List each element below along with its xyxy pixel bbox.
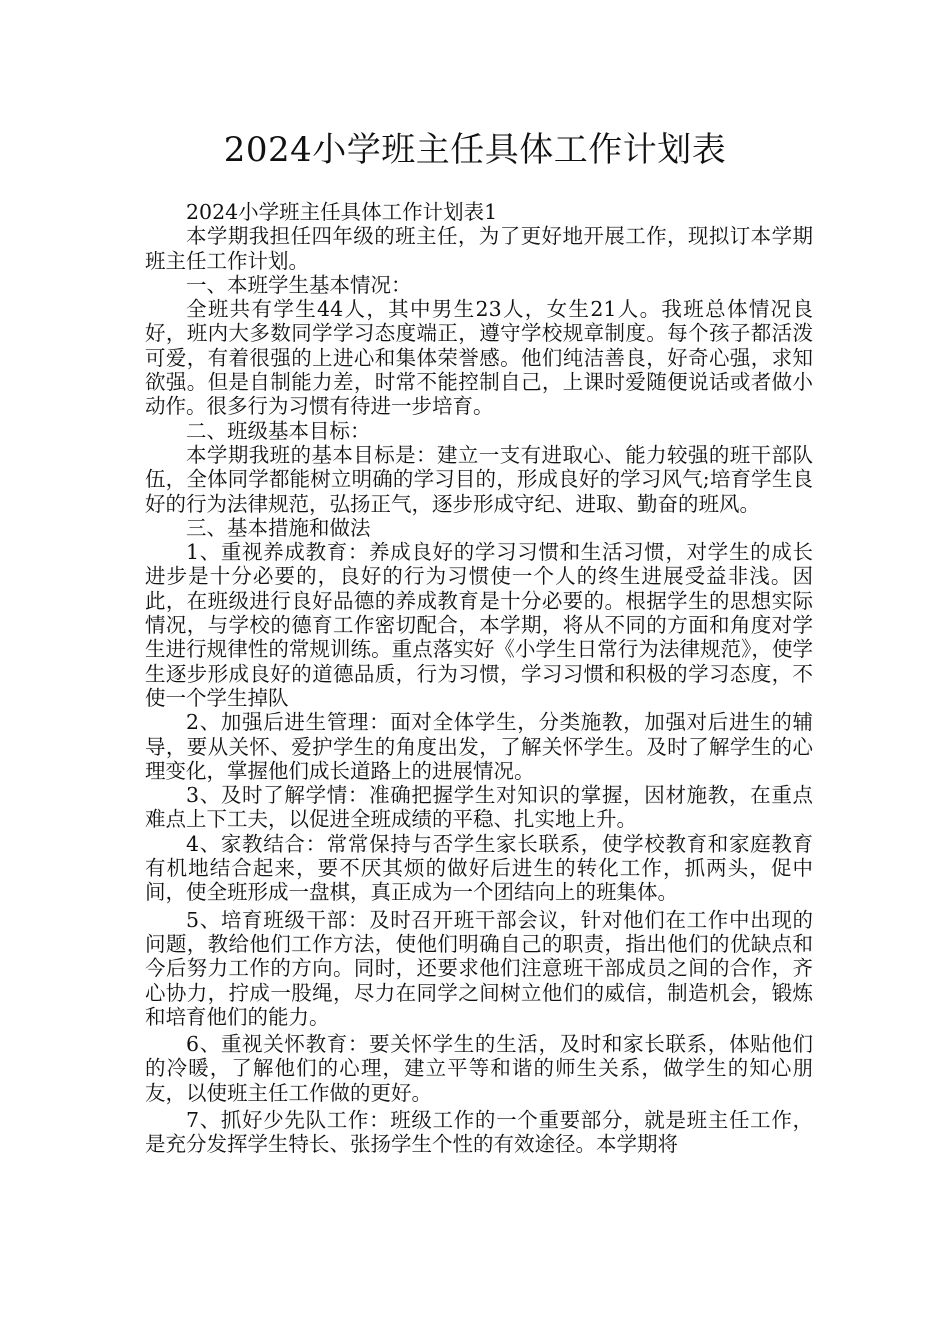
measure-item-7: 7、抓好少先队工作：班级工作的一个重要部分，就是班主任工作，是充分发挥学生特长、张扬学生个性的有效途径。本学期将 — [145, 1107, 813, 1157]
measure-item-2: 2、加强后进生管理：面对全体学生，分类施教，加强对后进生的辅导，要从关怀、爱护学生的角度出发，了解关怀学生。及时了解学生的心理变化，掌握他们成长道路上的进展情况。 — [145, 710, 813, 783]
measure-item-5: 5、培育班级干部：及时召开班干部会议，针对他们在工作中出现的问题，教给他们工作方法，使他们明确自己的职责，指出他们的优缺点和今后努力工作的方向。同时，还要求他们注意班干部成员之间的合作，齐心协力，拧成一股绳，尽力在同学之间树立他们的威信，制造机会，锻炼和培育他们的能力。 — [145, 907, 813, 1029]
students-overview-paragraph: 全班共有学生44人，其中男生23人，女生21人。我班总体情况良好，班内大多数同学学习态度端正，遵守学校规章制度。每个孩子都活泼可爱，有着很强的上进心和集体荣誉感。他们纯洁善良，好奇心强，求知欲强。但是自制能力差，时常不能控制自己，上课时爱随便说话或者做小动作。很多行为习惯有待进一步培育。 — [145, 297, 813, 419]
section-heading-1: 一、本班学生基本情况： — [186, 272, 412, 297]
section-heading-3: 三、基本措施和做法 — [186, 515, 371, 540]
class-goals-paragraph: 本学期我班的基本目标是：建立一支有进取心、能力较强的班干部队伍，全体同学都能树立明确的学习目的，形成良好的学习风气;培育学生良好的行为法律规范，弘扬正气，逐步形成守纪、进取、勤奋的班风。 — [145, 442, 813, 516]
subtitle-paragraph: 2024小学班主任具体工作计划表1 — [186, 200, 498, 224]
measure-item-3: 3、及时了解学情：准确把握学生对知识的掌握，因材施教，在重点难点上下工夫，以促进全班成绩的平稳、扎实地上升。 — [145, 783, 813, 832]
measure-item-4: 4、家教结合：常常保持与否学生家长联系，使学校教育和家庭教育有机地结合起来，要不厌其烦的做好后进生的转化工作，抓两头，促中间，使全班形成一盘棋，真正成为一个团结向上的班集体。 — [145, 831, 813, 905]
measure-item-6: 6、重视关怀教育：要关怀学生的生活，及时和家长联系，体贴他们的冷暖，了解他们的心理，建立平等和谐的师生关系，做学生的知心朋友，以使班主任工作做的更好。 — [145, 1032, 813, 1105]
intro-paragraph: 本学期我担任四年级的班主任，为了更好地开展工作，现拟订本学期班主任工作计划。 — [145, 224, 813, 273]
measure-item-1: 1、重视养成教育：养成良好的学习习惯和生活习惯，对学生的成长进步是十分必要的，良好的行为习惯使一个人的终生进展受益非浅。因此，在班级进行良好品德的养成教育是十分必要的。根据学生的思想实际情况，与学校的德育工作密切配合，本学期，将从不同的方面和角度对学生进行规律性的常规训练。重点落实好《小学生日常行为法律规范》，使学生逐步形成良好的道德品质，行为习惯，学习习惯和积极的学习态度，不使一个学生掉队 — [145, 540, 813, 710]
document-body — [145, 200, 813, 1157]
section-heading-2: 二、班级基本目标： — [186, 418, 371, 443]
document-title: 2024小学班主任具体工作计划表 — [223, 130, 727, 170]
